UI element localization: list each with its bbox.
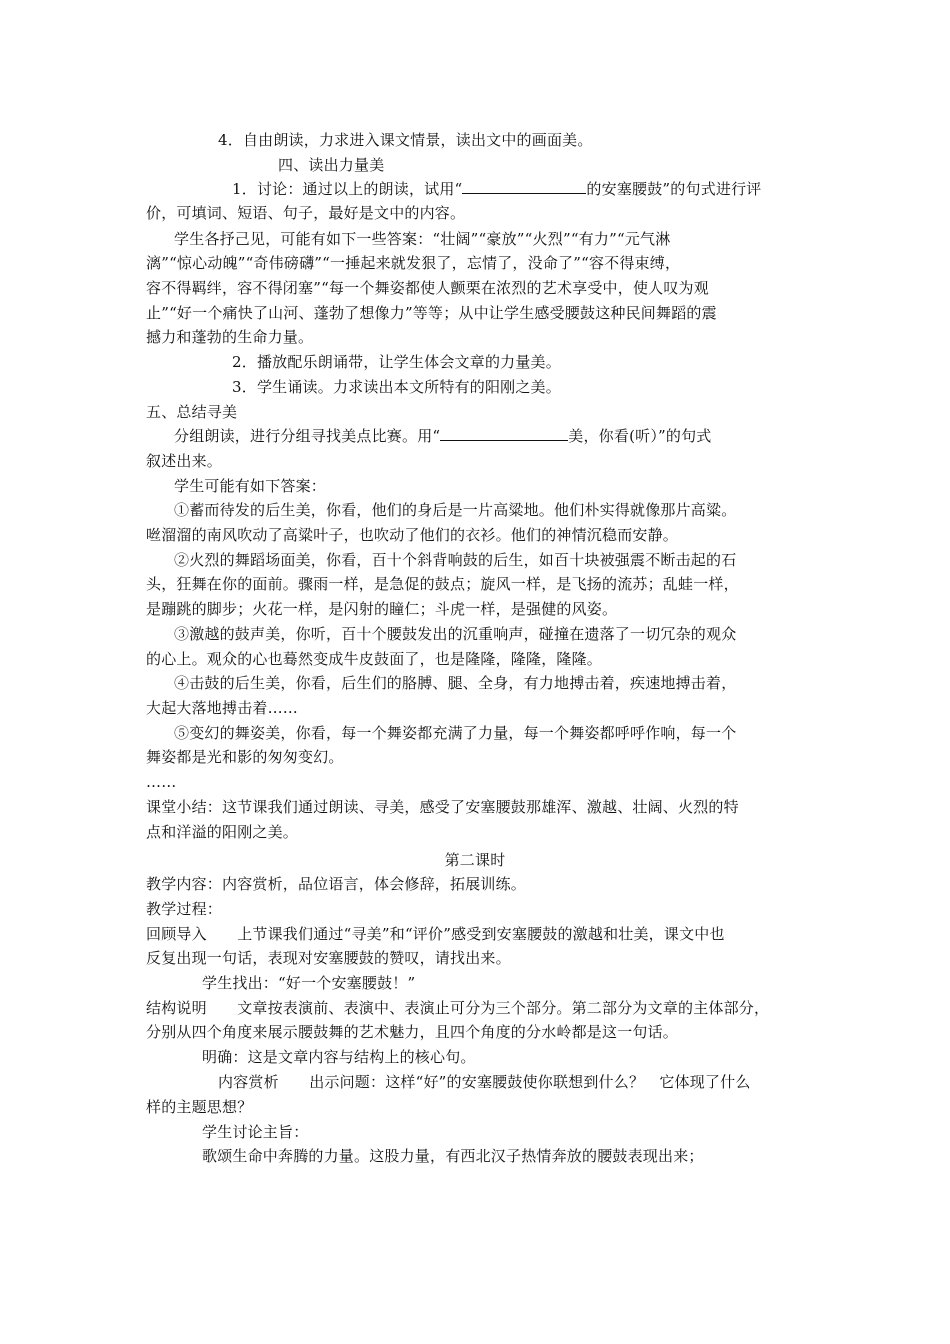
- text-line: ②火烈的舞蹈场面美，你看，百十个斜背响鼓的后生，如百十块被强震不断击起的石: [174, 551, 737, 569]
- text-line: 学生讨论主旨：: [202, 1123, 309, 1141]
- text-line: 大起大落地搏击着……: [146, 699, 299, 717]
- text-line: 学生找出：“好一个安塞腰鼓！”: [202, 974, 416, 992]
- text-line: 的心上。观众的心也蓦然变成牛皮鼓面了，也是隆隆，隆隆，隆隆。: [146, 650, 603, 668]
- text-line: 头，狂舞在你的面前。骤雨一样，是急促的鼓点；旋风一样，是飞扬的流苏；乱蛙一样，: [146, 575, 739, 593]
- text-line: 内容赏析 出示问题：这样“好”的安塞腰鼓使你联想到什么？ 它体现了什么: [218, 1073, 751, 1091]
- fill-blank: [462, 177, 586, 194]
- text-line: ③激越的鼓声美，你听，百十个腰鼓发出的沉重响声，碰撞在遗落了一切冗杂的观众: [174, 625, 737, 643]
- text-line: 漓”“惊心动魄”“奇伟磅礴”“一捶起来就发狠了，忘情了，没命了”“容不得束缚，: [146, 254, 681, 272]
- text-line: 2．播放配乐朗诵带，让学生体会文章的力量美。: [232, 353, 561, 371]
- text-line: 舞姿都是光和影的匆匆变幻。: [146, 748, 344, 766]
- lesson-heading: 第二课时: [444, 851, 506, 869]
- text-line: 教学内容：内容赏析，品位语言，体会修辞，拓展训练。: [146, 875, 527, 893]
- text-line: 点和洋溢的阳刚之美。: [146, 823, 299, 841]
- text-line: 咝溜溜的南风吹动了高粱叶子，也吹动了他们的衣衫。他们的神情沉稳而安静。: [146, 526, 679, 544]
- text-line: 明确：这是文章内容与结构上的核心句。: [202, 1048, 476, 1066]
- text-line: 教学过程：: [146, 900, 223, 918]
- fill-blank: [440, 424, 568, 441]
- text-line: 课堂小结：这节课我们通过朗读、寻美，感受了安塞腰鼓那雄浑、激越、壮阔、火烈的特: [146, 798, 739, 816]
- text-line: 结构说明 文章按表演前、表演中、表演止可分为三个部分。第二部分为文章的主体部分，: [146, 999, 770, 1017]
- text-line: 4．自由朗读，力求进入课文情景，读出文中的画面美。: [218, 131, 593, 149]
- section-heading: 五、总结寻美: [146, 403, 238, 421]
- text-line: 撼力和蓬勃的生命力量。: [146, 328, 314, 346]
- text-line: 分别从四个角度来展示腰鼓舞的艺术魅力，且四个角度的分水岭都是这一句话。: [146, 1023, 679, 1041]
- text-line: 是蹦跳的脚步；火花一样，是闪射的瞳仁；斗虎一样，是强健的风姿。: [146, 600, 618, 618]
- section-heading: 四、读出力量美: [278, 156, 385, 174]
- text-line: 容不得羁绊，容不得闭塞”“每一个舞姿都使人颤栗在浓烈的艺术享受中，使人叹为观: [146, 279, 709, 297]
- text-line: ⑤变幻的舞姿美，你看，每一个舞姿都充满了力量，每一个舞姿都呼呼作响，每一个: [174, 724, 737, 742]
- text-line: 歌颂生命中奔腾的力量。这股力量，有西北汉子热情奔放的腰鼓表现出来；: [202, 1147, 704, 1165]
- text-line: 反复出现一句话，表现对安塞腰鼓的赞叹，请找出来。: [146, 949, 511, 967]
- text-line: 回顾导入 上节课我们通过“寻美”和“评价”感受到安塞腰鼓的激越和壮美，课文中也: [146, 925, 725, 943]
- text-line: ……: [146, 773, 177, 791]
- text-line: 叙述出来。: [146, 452, 223, 470]
- text-line: 学生各抒己见，可能有如下一些答案：“壮阔”“豪放”“火烈”“有力”“元气淋: [174, 230, 671, 248]
- text-line: 分组朗读，进行分组寻找美点比赛。用“ 美，你看(听）”的句式: [174, 424, 810, 448]
- text-line: 价，可填词、短语、句子，最好是文中的内容。: [146, 204, 466, 222]
- text-line: 学生可能有如下答案：: [174, 477, 327, 495]
- text-line: 3．学生诵读。力求读出本文所特有的阳刚之美。: [232, 378, 561, 396]
- text-line: ④击鼓的后生美，你看，后生们的胳膊、腿、全身，有力地搏击着，疾速地搏击着，: [174, 674, 737, 692]
- text-line: 样的主题思想？: [146, 1098, 253, 1116]
- text-line: ①蓄而待发的后生美，你看，他们的身后是一片高粱地。他们朴实得就像那片高粱。: [174, 501, 737, 519]
- text-line: 止”“好一个痛快了山河、蓬勃了想像力”等等；从中让学生感受腰鼓这种民间舞蹈的震: [146, 304, 717, 322]
- text-line: 1．讨论：通过以上的朗读，试用“ 的安塞腰鼓”的句式进行评: [232, 177, 810, 201]
